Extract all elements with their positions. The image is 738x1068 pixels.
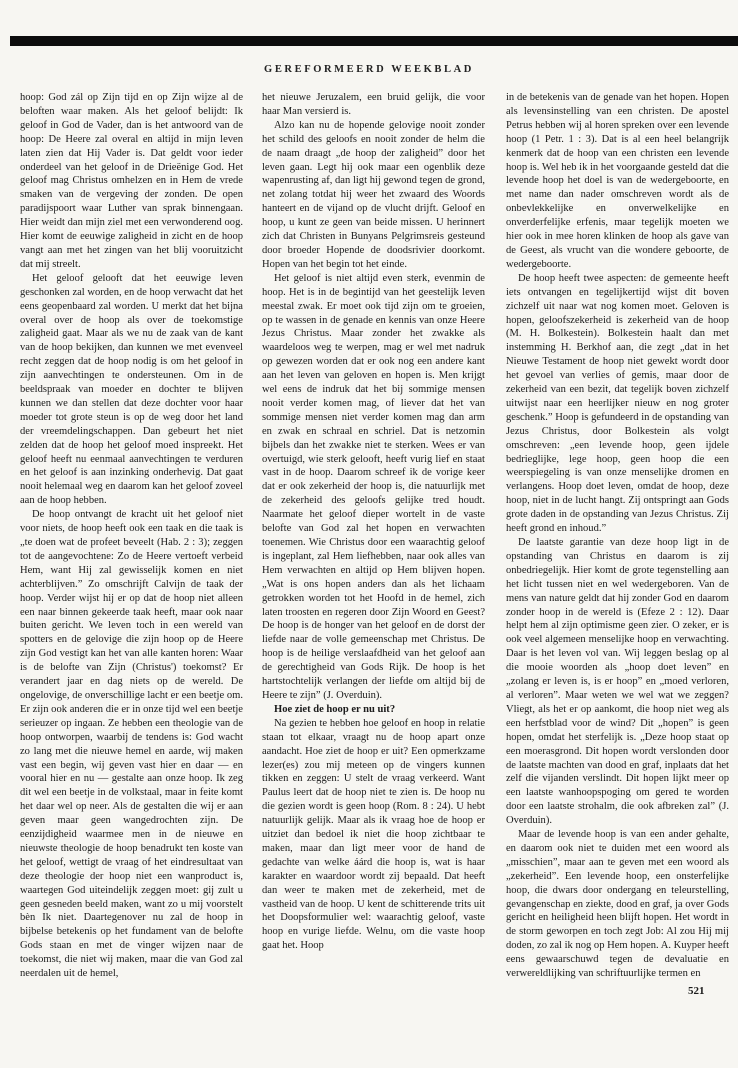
- paragraph: Na gezien te hebben hoe geloof en hoop in relatie staan tot elkaar, vraagt nu de hoop apart onze aandacht. Hoe ziet de hoop er uit? Een opmerkzame lezer(es) zou mij meteen op de vingers kunnen tikken en zeggen: U stelt de vraag verkeerd. Want Paulus leert dat de hoop niet te zien is. De hoop nu die gezien wordt is geen hoop (Rom. 8 : 24). U hebt natuurlijk gelijk. Maar als ik vraag hoe de hoop er uitziet dan bedoel ik niet die hoop zichtbaar te maken, maar dan ligt meer voor de hand de gedachte van welke áárd die hoop is, wat is haar karakter en waardoor wordt zij bepaald. Dat heeft dan weer te maken met de zekerheid, met de vastheid van de hoop. U kent de schitterende trits uit het Doopsformulier wel: waarachtig geloof, vaste hoop en vurige liefde. Welnu, om die vaste hoop gaat het. Hoop: [262, 717, 485, 952]
- paragraph: De laatste garantie van deze hoop ligt in de opstanding van Christus en daarom is zij onbedriegelijk. Hier komt de grote tegenstelling aan het licht tussen niet en wel wedergeboren. Van de mens van nature geldt dat hij zonder God en daarom zonder hoop in de wereld is (Efeze 2 : 12). Daar helpt hem al zijn optimisme geen zier. O zeker, er is ook veel algemeen menselijke hoop en verwachting. Daar is het leven vol van. Wij leggen beslag op al die mooie woorden als „hoop doet leven” en „zolang er leven is, is er hoop” en „moed verloren, al verloren”. Maar weten we wel wat we zeggen? Vliegt, als het er op aankomt, die hoop niet weg als een herfstblad voor de wind? Dit „hopen” is geen hopen, omdat het sterfelijk is. „Deze hoop staat op een moerasgrond. Dit hopen wordt verslonden door de laatste machten van dood en graf, inplaats dat het zelf die vijanden verslindt. Dit hopen lijkt meer op een laatste wanhoopspoging om gered te worden door een laatste strohalm, die ook afbreken zal” (J. Overduin).: [506, 537, 729, 827]
- top-rule: [10, 36, 738, 46]
- column-2: [262, 91, 485, 996]
- paragraph: Alzo kan nu de hopende gelovige nooit zonder het schild des geloofs en nooit zonder de helm die de naam draagt „de hoop der zaligheid” door het leven gaan. Legt hij ook maar een ogenblik deze wapenrusting af, dan ligt hij gewond tegen de grond, net zolang totdat hij weer het zwaard des Woords hanteert en de vijand op de vlucht drijft. Geloof en hoop, u kunt ze geen van beide missen. U herinnert zich dat Christen in Bunyans Pelgrimsreis gesteund door broeder Hopende de doodsrivier doorkomt. Hopen van het begin tot het einde.: [262, 119, 485, 270]
- page-header: GEREFORMEERD WEEKBLAD: [264, 64, 474, 75]
- paragraph: hoop: God zál op Zijn tijd en op Zijn wijze al de beloften waar maken. Als het geloof belijdt: Ik geloof in God de Vader, dan is het antwoord van de hoop: De Heere zal overal en altijd in mijn leven laten zien dat Hij Vader is. Dat geldt voor ieder onderdeel van het geloof in de Drieënige God. Het geloof mag Christus omhelzen en in Hem de vrede smaken van de vergeving der zonden. De open paradijspoort waar Luther van sprak binnengaan. Hier weidt dan mijn ziel met een verwonderend oog. Hier komt de eeuwige zaligheid in zicht en de hoop vangt aan met het zingen van het blij vooruitzicht dat mij streelt.: [20, 92, 243, 270]
- paragraph: Het geloof gelooft dat het eeuwige leven geschonken zal worden, en de hoop verwacht dat het eens geopenbaard zal worden. U merkt dat het bijna overal over de hoop als over de toekomstige zaligheid gaat. Maar als we nu de zaak van de kant van de hoop bekijken, dan kunnen we met evenveel recht zeggen dat de hoop nodig is om het geloof in zijn aanvechtingen te ondersteunen. Om in de beeldspraak van moeder en dochter te blijven kunnen we dan stellen dat deze dochter voor haar moeder tot grote steun is op de weg door het land der vreemdelingschappen. Dan gebeurt het niet zelden dat de hoop het geloof moed inspreekt. Het geloof heeft nu eenmaal aanvechtingen te verduren en het geloof is aan inzinking onderhevig. Dat gaat nooit helemaal weg en daarom kan het geloof zoveel aan de hoop hebben.: [20, 272, 243, 507]
- paragraph: De hoop heeft twee aspecten: de gemeente heeft iets ontvangen en tegelijkertijd wijst dit boven zichzelf uit naar wat nog komen moet. Geloven is hopen, geloofszekerheid is zekerheid van de hoop (M. H. Bolkestein). Bolkestein haalt dan met instemming H. Berkhof aan, die zegt „dat in het Nieuwe Testament de hoop niet gewekt wordt door het gevoel van verlies of gemis, maar door de zekerheid van een bezit, dat tegelijk boven zichzelf uitwijst naar een heerlijker nieuw en nog groter geschenk.” Hoop is gefundeerd in de opstanding van Jezus Christus, door Bolkestein als volgt omschreven: „een levende hoop, geen ijdele bedrieglijke, lege hoop, geen hoop die een weerspiegeling is van onze menselijke dromen en verlangens. Hoop doet leven, omdat de hoop, deze hoop, niet in de lucht hangt. Zij ontspringt aan Gods grote daden in de opstanding van Jezus Christus. Zij heeft grond en inhoud.”: [506, 272, 729, 535]
- column-3: [506, 91, 729, 996]
- page-number: 521: [688, 985, 705, 997]
- paragraph: De hoop ontvangt de kracht uit het geloof niet voor niets, de hoop heeft ook een taak en die taak is „te doen wat de profeet beveelt (Hab. 2 : 3); zeggen tot de aangevochtene: Zo de Heere vertoeft verbeid Hem, want Hij zal gewisselijk komen en niet achterblijven.” Zo omschrijft Calvijn de taak der hoop. Verder wijst hij er op dat de hoop niet alleen een naar binnen gekeerde taak heeft, maar ook naar buiten gericht. We leven toch in een wereld van spotters en de gelovige die zijn hoop op de Heere zijn God vestigt kan het van alle kanten horen: Waar is de belofte van Zijn (Christus') toekomst? Er verandert jaar en dag niets op de wereld. De ongelovige, de onverschillige lacht er een beetje om. Er zijn ook anderen die er in onze tijd wel een beetje serieuzer op ingaan. Ze hebben een theologie van de hoop ontworpen, waarbij de tendens is: God wacht zo lang met die nieuwe hemel en aarde, wij maken vast een begin, wij geven vast hier en daar — en vooral hier en nu — gestalte aan onze hoop. Ik zeg dit wel een beetje in de volkstaal, maar in feite komt het daar wel op neer. Als de gestalten die wij er aan geven maar geen wangedrochten zijn. De eenzijdigheid waarmee men in de nieuwe en nieuwste theologie de hoop benadrukt ten koste van het geloof, wettigt de vraag of het eindresultaat van deze theologie der hoop niet een wanproduct is, waartegen God uiteindelijk zeggen moet: gij zult u geen gesneden beeld maken, want zo u mij voorstelt bèn Ik niet. Daartegenover nu zal de hoop in bijbelse betekenis op het fundament van de belofte Gods staan en met de vinger wijzen naar de toekomst, die niet wij maken, maar die van God zal neerdalen uit de hemel,: [20, 509, 243, 980]
- section-heading: Hoe ziet de hoop er nu uit?: [274, 703, 396, 715]
- paragraph: het nieuwe Jeruzalem, een bruid gelijk, die voor haar Man versierd is.: [262, 92, 485, 117]
- paragraph: Het geloof is niet altijd even sterk, evenmin de hoop. Het is in de begintijd van het geestelijk leven meestal zwak. Er moet ook tijd zijn om te groeien, op te wassen in de genade en kennis van onze Heere Jezus Christus. Maar zonder het zwakke als waardeloos weg te werpen, mag er wel met nadruk op gewezen worden dat er ook nog een andere kant aan het leven van geloven en hopen is. Men krijgt wel eens de indruk dat het bij sommige mensen nooit verder komen mag, of liever dat het van sommige mensen niet verder komen mag dan arm en zwak en schraal en schriel. Dat is netzomin bijbels dan het zwakke niet te sterken. Wees er van overtuigd, wie sterk gelooft, heeft vurig lief en staat vast in de hoop. Daarom schreef ik de vorige keer dat er ook zekerheid der hoop is, die natuurlijk met de zekerheid des geloofs gelijke tred houdt. Naarmate het geloof dieper wortelt in de vaste belofte van God zal het hopen en verwachten toenemen. Wie Christus door een waarachtig geloof is ingeplant, zal Hem liefhebben, naar ook alles van Hem verwachten en altijd op Hem blijven hopen. „Wat is ons hopen anders dan als het lichaam getrokken worden tot het Hoofd in de hemel, zich laten troosten en regeren door Zijn Woord en Geest? De hoop is de honger van het geloof en de dorst der liefde naar de volle gemeenschap met Christus. De hoop is de heilige verslaafdheid van het geloof aan de gerechtigheid van Gods Rijk. De hoop is het hartstochtelijk verlangen der liefde om altijd bij de Heere te zijn” (J. Overduin).: [262, 272, 485, 701]
- paragraph: Maar de levende hoop is van een ander gehalte, en daarom ook niet te duiden met een woord als „misschien”, maar aan te geven met een woord als „zekerheid”. Een levende hoop, een onsterfelijke hoop, die dwars door ondergang en teleurstelling, gevangenschap en ziekte, dood en graf, ja over Gods gericht en heiligheid heen blijft hopen. Het wordt in de storm geworpen en toch zegt Job: Al zou Hij mij doden, zo zal ik nog op Hem hopen. A. Kuyper heeft eens gewaarschuwd tegen de devaluatie en verwereldlijking van schriftuurlijke termen en: [506, 829, 729, 980]
- column-1: [20, 91, 243, 996]
- paragraph: in de betekenis van de genade van het hopen. Hopen als levensinstelling van een christen. De apostel Petrus hebben wij al horen spreken over een levende hoop (1 Petr. 1 : 3). Dat is al een heel belangrijk kenmerk dat de hoop van een christen een levende hoop is. Wel heb ik in het voorgaande gesteld dat die levende hoop het doel is van de wedergeboorte, en met name dan nader omschreven wordt als de onbevlekkelijke en onverwelkelijke en onverderfelijke erfenis, maar tegelijk moeten we hier ook in mee horen klinken de hoop als gave van de Geest, als vrucht van die wondere geboorte, de wedergeboorte.: [506, 92, 729, 270]
